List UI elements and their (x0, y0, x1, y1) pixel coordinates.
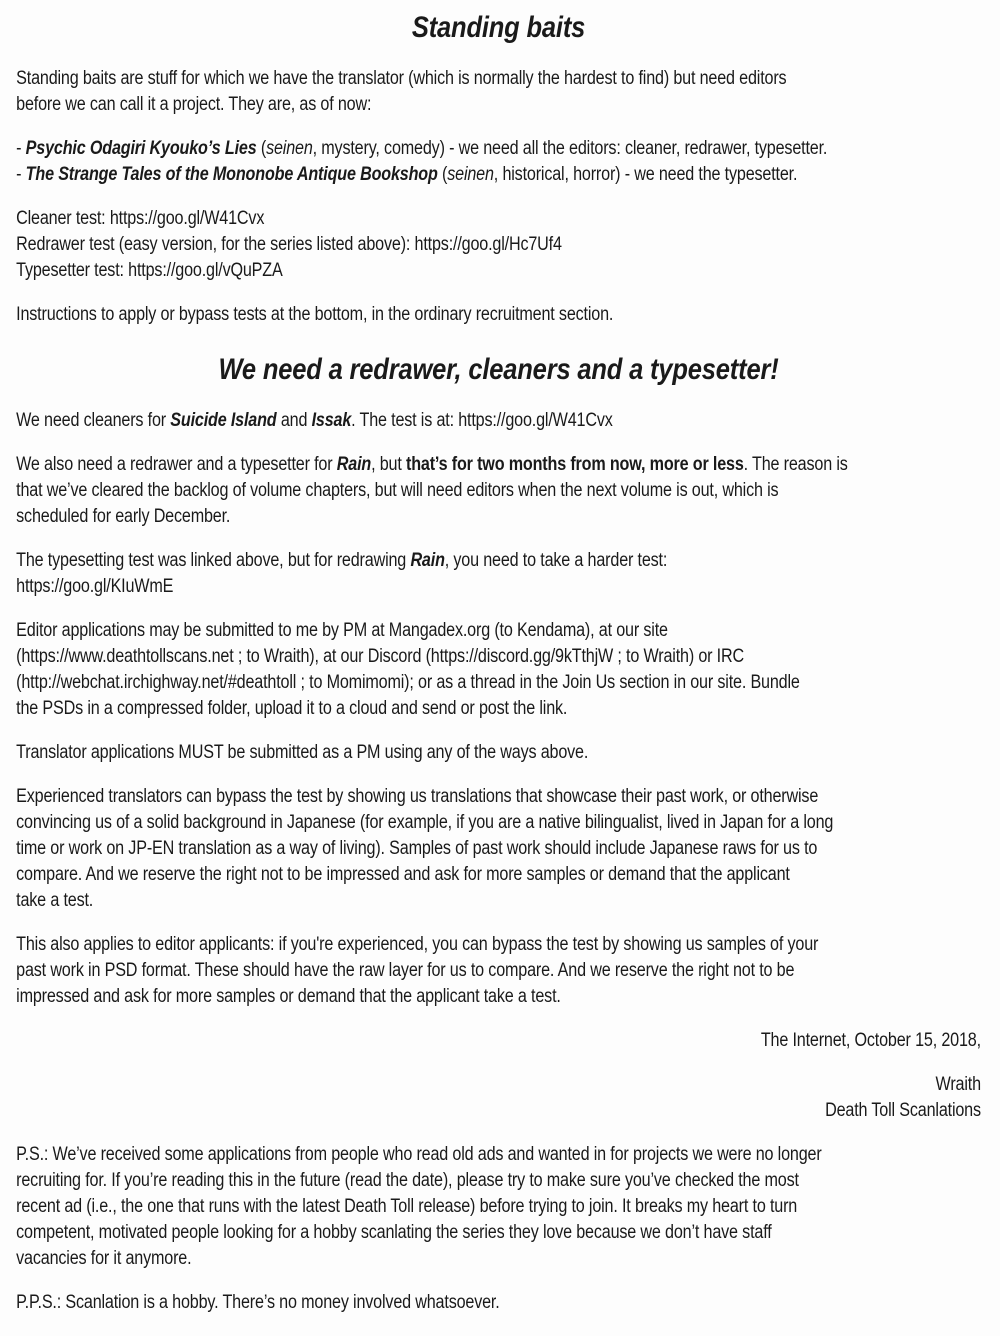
harder-test-paragraph: The typesetting test was linked above, but for redrawing Rain, you need to take a harder test: https://goo.gl/KIuWmE (16, 550, 668, 597)
editor-bypass-policy-paragraph: This also applies to editor applicants: if you're experienced, you can bypass the test by showing us samples of your past work in PSD format. These should have the raw layer for us to compare. And we reserve the right not to be impressed and ask for more samples or demand that the applicant take a test. (16, 934, 819, 1007)
postscript-paragraph: P.S.: We’ve received some applications from people who read old ads and wanted in for projects we were no longer recruiting for. If you’re reading this in the future (read the date), please try to make sure you’ve checked the most recent ad (i.e., the one that runs with the latest Death Toll release) before trying to join. It breaks my heart to turn competent, motivated people looking for a hobby scanlating the series they love because we don’t have staff vacancies for it anymore. (16, 1144, 822, 1269)
url-irc: http://webchat.irchighway.net/#deathtoll (21, 672, 297, 693)
signature-name: Wraith (935, 1074, 981, 1095)
series-title-psychic-odagiri: Psychic Odagiri Kyouko’s Lies (25, 138, 257, 159)
cleaners-needed-paragraph: We need cleaners for Suicide Island and Issak. The test is at: https://goo.gl/W41Cvx (16, 410, 613, 431)
url-redrawer-test: https://goo.gl/Hc7Uf4 (414, 234, 562, 255)
test-links-list: Cleaner test: https://goo.gl/W41Cvx Redrawer test (easy version, for the series listed above): https://goo.gl/Hc7Uf4 Typesetter test: https://goo.gl/vQuPZA (16, 208, 562, 281)
apply-instructions-note: Instructions to apply or bypass tests at the bottom, in the ordinary recruitment section. (16, 304, 614, 325)
dateline: The Internet, October 15, 2018, (760, 1030, 981, 1051)
redrawer-typesetter-paragraph: We also need a redrawer and a typesetter for Rain, but that’s for two months from now, more or less. The reason is that we’ve cleared the backlog of volume chapters, but will need editors when the next volume is out, which is scheduled for early December. (16, 454, 848, 527)
signature-block (16, 1072, 981, 1124)
standing-baits-title: Standing baits (411, 11, 586, 44)
url-discord: https://discord.gg/9kTthjW (430, 646, 614, 667)
url-redrawer-hard-test: https://goo.gl/KIuWmE (16, 576, 174, 597)
translator-application-note: Translator applications MUST be submitted as a PM using any of the ways above. (16, 742, 589, 763)
standing-baits-intro: Standing baits are stuff for which we have the translator (which is normally the hardest to find) but need editors before we can call it a project. They are, as of now: (16, 68, 787, 115)
standing-baits-project-list: - Psychic Odagiri Kyouko’s Lies (seinen, mystery, comedy) - we need all the editors: cleaner, redrawer, typesetter. - The Strange Tales of the Mononobe Antique Bookshop (seinen, historical, horror) - we need the typesetter. (16, 138, 828, 185)
url-group-site: https://www.deathtollscans.net (21, 646, 234, 667)
url-cleaner-test: https://goo.gl/W41Cvx (109, 208, 265, 229)
url-cleaner-test-repeat: https://goo.gl/W41Cvx (458, 410, 613, 431)
series-title-rain-2: Rain (410, 550, 445, 571)
series-title-rain: Rain (336, 454, 372, 475)
recruitment-title: We need a redrawer, cleaners and a typesetter! (218, 353, 779, 386)
series-title-suicide-island: Suicide Island (170, 410, 277, 431)
translator-bypass-policy-paragraph: Experienced translators can bypass the test by showing us translations that showcase their past work, or otherwise convincing us of a solid background in Japanese (for example, if you are a native bilingualist, lived in Japan for a long time or work on JP-EN translation as a way of living). Samples of past work should include Japanese raws for us to compare. And we reserve the right not to be impressed and ask for more samples or demand that the applicant take a test. (16, 786, 834, 911)
editor-application-channels-paragraph: Editor applications may be submitted to me by PM at Mangadex.org (to Kendama), at our site (https://www.deathtollscans.net ; to Wraith), at our Discord (https://discord.gg/9kTthjW ; to Wraith) or IRC (http://webchat.irchighway.net/#deathtoll ; to Momimomi); or as a thread in the Join Us section in our site. Bundle the PSDs in a compressed folder, upload it to a cloud and send or post the link. (16, 620, 800, 719)
series-title-issak: Issak (311, 410, 352, 431)
signature-group: Death Toll Scanlations (825, 1100, 981, 1121)
url-typesetter-test: https://goo.gl/vQuPZA (128, 260, 283, 281)
post-postscript-line: P.P.S.: Scanlation is a hobby. There’s no money involved whatsoever. (16, 1292, 500, 1313)
series-title-mononobe-bookshop: The Strange Tales of the Mononobe Antique Bookshop (25, 164, 438, 185)
